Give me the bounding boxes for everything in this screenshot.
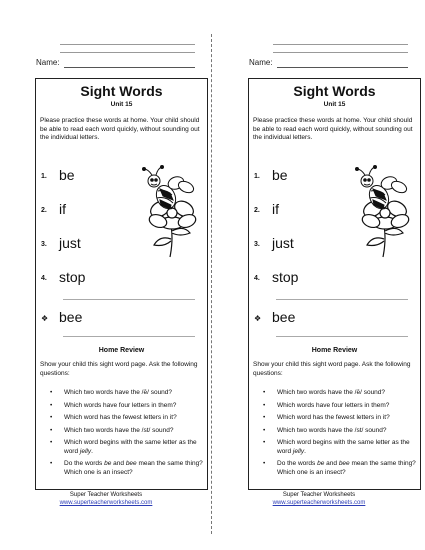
name-label: Name:: [249, 58, 273, 67]
home-review-intro: Show your child this sight word page. Ask the following questions:: [253, 361, 411, 377]
footer: [0, 491, 212, 507]
bullet-icon: •: [263, 460, 266, 467]
sight-word: be: [272, 167, 288, 183]
question-item: • Which word begins with the same letter as the word jelly.: [263, 439, 410, 455]
word-number: 2.: [254, 207, 260, 214]
footer: [213, 491, 425, 507]
home-review-intro: Show your child this sight word page. Ask the following questions:: [40, 361, 198, 377]
sight-word: stop: [272, 269, 299, 285]
bullet-icon: •: [263, 439, 266, 446]
top-writing-line: [60, 52, 195, 53]
question-item: • Which words have four letters in them?: [263, 401, 390, 409]
top-writing-line: [60, 44, 195, 45]
divider-line: [276, 299, 408, 300]
footer-brand: Super Teacher Worksheets: [69, 492, 143, 498]
word-number: 1.: [254, 173, 260, 180]
bullet-icon: •: [263, 426, 266, 434]
name-field[interactable]: [64, 67, 195, 68]
sight-word: just: [59, 235, 81, 251]
word-row: [254, 269, 414, 289]
word-number: 4.: [254, 275, 260, 282]
sight-word: stop: [59, 269, 86, 285]
footer-brand: Super Teacher Worksheets: [282, 492, 356, 498]
intro-text: Please practice these words at home. Your child should be able to read each word quickly, without sounding out the individual letters.: [40, 117, 200, 141]
bonus-word: bee: [272, 309, 296, 325]
divider-line: [63, 336, 195, 337]
name-label: Name:: [36, 58, 60, 67]
bonus-word-row: [254, 309, 414, 329]
top-writing-line: [273, 44, 408, 45]
bullet-icon: •: [263, 389, 266, 396]
sight-word: just: [272, 235, 294, 251]
card-title: Sight Words: [293, 83, 376, 99]
bullet-icon: •: [50, 426, 53, 434]
intro-text: Please practice these words at home. Your child should be able to read each word quickly, without sounding out the individual letters.: [253, 117, 413, 141]
footer-link[interactable]: www.superteacherworksheets.com: [59, 500, 153, 506]
word-number: 4.: [41, 275, 47, 282]
word-number: 2.: [41, 207, 47, 214]
bullet-icon: •: [50, 414, 53, 421]
question-item: • Which two words have the /ē/ sound?: [50, 389, 173, 396]
card-title: Sight Words: [80, 83, 163, 99]
bullet-icon: •: [50, 401, 53, 409]
word-row: [41, 269, 201, 289]
question-item: • Which word has the fewest letters in it?: [263, 414, 390, 421]
question-item: • Do the words be and bee mean the same thing? Which one is an insect?: [263, 460, 416, 476]
bullet-icon: •: [50, 460, 53, 467]
footer-link[interactable]: www.superteacherworksheets.com: [272, 500, 366, 506]
question-item: • Which words have four letters in them?: [50, 401, 177, 409]
question-item: • Which two words have the /st/ sound?: [50, 426, 174, 434]
worksheet-left-half: [0, 0, 212, 550]
question-list: [253, 389, 416, 481]
bonus-word: bee: [59, 309, 83, 325]
sight-word: be: [59, 167, 75, 183]
word-number: 3.: [254, 241, 260, 248]
bee-on-flower-icon: [130, 165, 204, 259]
name-field[interactable]: [277, 67, 408, 68]
unit-label: Unit 15: [110, 101, 133, 108]
bonus-word-row: [41, 309, 201, 329]
bullet-icon: •: [263, 414, 266, 421]
divider-line: [63, 299, 195, 300]
worksheet-right-half: [213, 0, 425, 550]
bullet-icon: •: [263, 401, 266, 409]
diamond-bullet-icon: ❖: [254, 314, 262, 323]
word-number: 1.: [41, 173, 47, 180]
divider-line: [276, 336, 408, 337]
question-item: • Which word has the fewest letters in it?: [50, 414, 177, 421]
top-writing-line: [273, 52, 408, 53]
bullet-icon: •: [50, 439, 53, 446]
sight-words-card: [248, 78, 421, 490]
question-item: • Which word begins with the same letter as the word jelly.: [50, 439, 197, 455]
question-item: • Which two words have the /ē/ sound?: [263, 389, 386, 396]
bullet-icon: •: [50, 389, 53, 396]
sight-word: if: [59, 201, 66, 217]
home-review-title: Home Review: [98, 347, 145, 354]
question-list: [40, 389, 203, 481]
question-item: • Do the words be and bee mean the same thing? Which one is an insect?: [50, 460, 203, 476]
unit-label: Unit 15: [323, 101, 346, 108]
word-number: 3.: [41, 241, 47, 248]
bee-on-flower-icon: [343, 165, 417, 259]
sight-words-card: [35, 78, 208, 490]
diamond-bullet-icon: ❖: [41, 314, 49, 323]
home-review-title: Home Review: [311, 347, 358, 354]
question-item: • Which two words have the /st/ sound?: [263, 426, 387, 434]
sight-word: if: [272, 201, 279, 217]
